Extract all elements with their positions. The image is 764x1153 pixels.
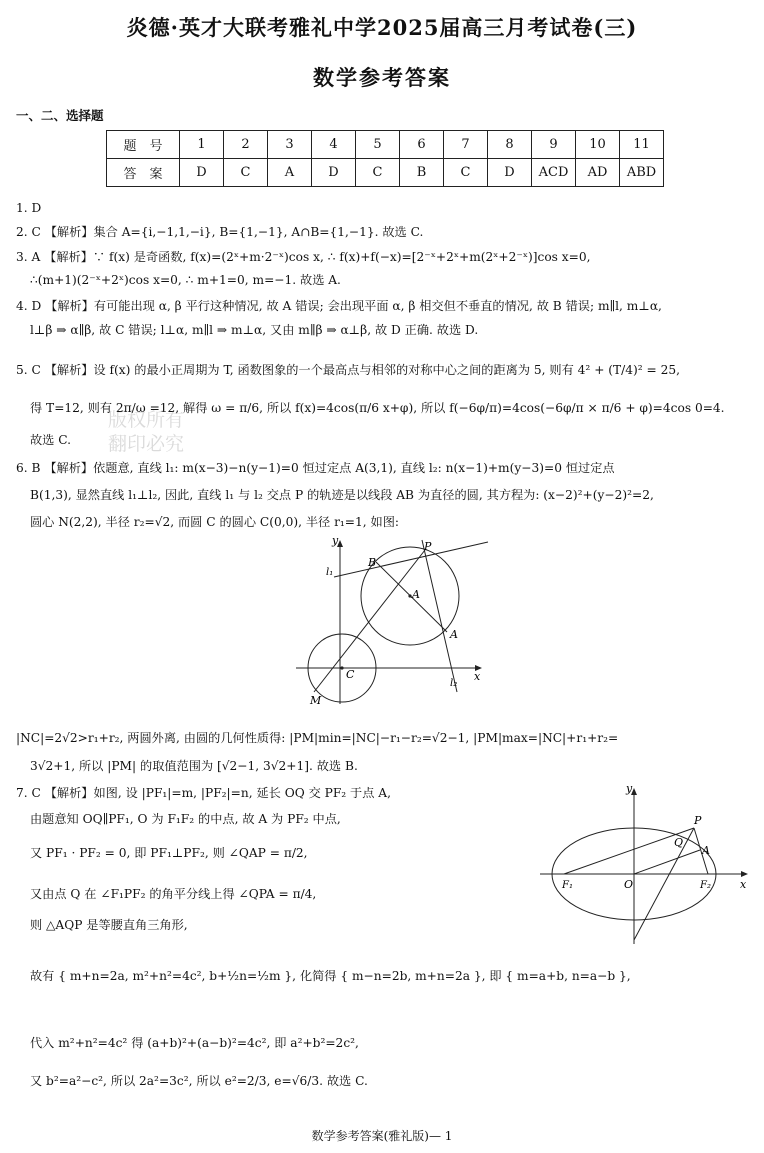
fig-label: y [626, 782, 633, 795]
line-l2 [422, 540, 457, 692]
solution-line: 7. C 【解析】如图, 设 |PF₁|=m, |PF₂|=n, 延长 OQ 交 PF₂ 于点 A, [16, 786, 391, 800]
solution-line: ∴(m+1)(2⁻ˣ+2ˣ)cos x=0, ∴ m+1=0, m=−1. 故选 A. [30, 273, 341, 287]
solution-line: B(1,3), 显然直线 l₁⊥l₂, 因此, 直线 l₁ 与 l₂ 交点 P 的轨迹是以线段 AB 为直径的圆, 其方程为: (x−2)²+(y−2)²=2, [30, 488, 654, 502]
solution-line: 6. B 【解析】依题意, 直线 l₁: m(x−3)−n(y−1)=0 恒过定点 A(3,1), 直线 l₂: n(x−1)+m(y−3)=0 恒过定点 [16, 461, 615, 475]
table-row [107, 131, 664, 159]
table-cell: C [444, 159, 488, 187]
table-cell: 5 [356, 131, 400, 159]
solution-line: 1. D [16, 201, 42, 215]
solution-line: l⊥β ⇒ α∥β, 故 C 错误; l⊥α, m∥l ⇒ m⊥α, 又由 m∥β ⇒ α⊥β, 故 D 正确. 故选 D. [30, 323, 479, 337]
table-cell: D [312, 159, 356, 187]
solution-line: 又 PF₁ · PF₂ = 0, 即 PF₁⊥PF₂, 则 ∠QAP = π/2, [30, 846, 308, 860]
table-cell: C [356, 159, 400, 187]
fig-label: A [702, 844, 710, 857]
segment-oa [634, 850, 700, 874]
solution-line: 又由点 Q 在 ∠F₁PF₂ 的角平分线上得 ∠QPA = π/4, [30, 887, 317, 901]
solution-line: 5. C 【解析】设 f(x) 的最小正周期为 T, 函数图象的一个最高点与相邻的对称中心之间的距离为 5, 则有 4² + (T/4)² = 25, [16, 363, 681, 377]
solution-line: 又 b²=a²−c², 所以 2a²=3c², 所以 e²=2/3, e=√6/3. 故选 C. [30, 1074, 368, 1088]
table-cell: 7 [444, 131, 488, 159]
table-cell: B [400, 159, 444, 187]
solution-line: 3√2+1, 所以 |PM| 的取值范围为 [√2−1, 3√2+1]. 故选 B. [30, 759, 358, 773]
table-cell: A [268, 159, 312, 187]
solution-line: 圆心 N(2,2), 半径 r₂=√2, 而圆 C 的圆心 C(0,0), 半径 r₁=1, 如图: [30, 515, 399, 529]
figure-circles [292, 532, 492, 712]
table-cell: ACD [532, 159, 576, 187]
table-cell: D [180, 159, 224, 187]
table-cell: ABD [620, 159, 664, 187]
table-cell: C [224, 159, 268, 187]
solution-line: |NC|=2√2>r₁+r₂, 两圆外离, 由圆的几何性质得: |PM|min=|NC|−r₁−r₂=√2−1, |PM|max=|NC|+r₁+r₂= [16, 731, 619, 745]
solution-line: 故选 C. [30, 433, 72, 447]
watermark-line: 版权所有 [108, 409, 185, 431]
x-arrow [741, 871, 748, 877]
table-cell: 题 号 [107, 131, 180, 159]
fig-label: P [694, 814, 702, 827]
fig-label: A [412, 588, 420, 601]
fig-label: B [368, 556, 377, 569]
answer-table [106, 130, 664, 187]
table-cell: 2 [224, 131, 268, 159]
solution-line: 由题意知 OQ∥PF₁, O 为 F₁F₂ 的中点, 故 A 为 PF₂ 中点, [30, 812, 341, 826]
fig-label: M [310, 694, 322, 707]
page-footer: 数学参考答案(雅礼版)— 1 [311, 1129, 453, 1143]
page-title: 数学参考答案 [313, 66, 451, 90]
fig-label: O [624, 878, 634, 891]
fig-label: F₂ [700, 880, 711, 891]
table-cell: 3 [268, 131, 312, 159]
solution-line: 代入 m²+n²=4c² 得 (a+b)²+(a−b)²=4c², 即 a²+b²=2c², [30, 1036, 359, 1050]
figure-ellipse [536, 776, 752, 948]
fig-label: l₁ [326, 567, 334, 578]
table-cell: 10 [576, 131, 620, 159]
fig-label: Q [674, 836, 684, 849]
table-cell: 4 [312, 131, 356, 159]
solution-line: 3. A 【解析】∵ f(x) 是奇函数, f(x)=(2ˣ+m·2⁻ˣ)cos x, ∴ f(x)+f(−x)=[2⁻ˣ+2ˣ+m(2ˣ+2⁻ˣ)]cos x=0, [16, 250, 591, 264]
fig-label: x [740, 878, 747, 891]
table-cell: 11 [620, 131, 664, 159]
solution-line: 则 △AQP 是等腰直角三角形, [30, 918, 188, 932]
fig-label: l₂ [450, 678, 458, 689]
table-cell: 9 [532, 131, 576, 159]
solution-line: 2. C 【解析】集合 A={i,−1,1,−i}, B={1,−1}, A∩B={1,−1}. 故选 C. [16, 225, 424, 239]
watermark [108, 408, 184, 456]
exam-title: 炎德·英才大联考雅礼中学2025届高三月考试卷(三) [126, 15, 638, 40]
table-cell: D [488, 159, 532, 187]
table-row [107, 159, 664, 187]
segment-pf1 [564, 828, 694, 874]
fig-label: A [450, 628, 458, 641]
fig-label: x [474, 670, 481, 683]
solution-line: 故有 { m+n=2a, m²+n²=4c², b+½n=½m }, 化简得 { m−n=2b, m+n=2a }, 即 { m=a+b, n=a−b }, [30, 969, 631, 983]
point-c [340, 666, 343, 669]
table-cell: 6 [400, 131, 444, 159]
solution-line: 得 T=12, 则有 2π/ω =12, 解得 ω = π/6, 所以 f(x)=4cos(π/6 x+φ), 所以 f(−6φ/π)=4cos(−6φ/π × π/6 + φ)=4cos 0=4. [30, 401, 725, 415]
solution-line: 4. D 【解析】有可能出现 α, β 平行这种情况, 故 A 错误; 会出现平面 α, β 相交但不垂直的情况, 故 B 错误; m∥l, m⊥α, [16, 299, 662, 313]
table-cell: 8 [488, 131, 532, 159]
table-cell: AD [576, 159, 620, 187]
section-heading: 一、二、选择题 [16, 108, 104, 123]
bisector [634, 828, 694, 940]
fig-label: C [346, 668, 355, 681]
fig-label: P [424, 540, 432, 553]
fig-label: F₁ [562, 880, 573, 891]
fig-label: y [332, 534, 339, 547]
table-cell: 1 [180, 131, 224, 159]
watermark-line: 翻印必究 [108, 433, 185, 455]
table-cell: 答 案 [107, 159, 180, 187]
